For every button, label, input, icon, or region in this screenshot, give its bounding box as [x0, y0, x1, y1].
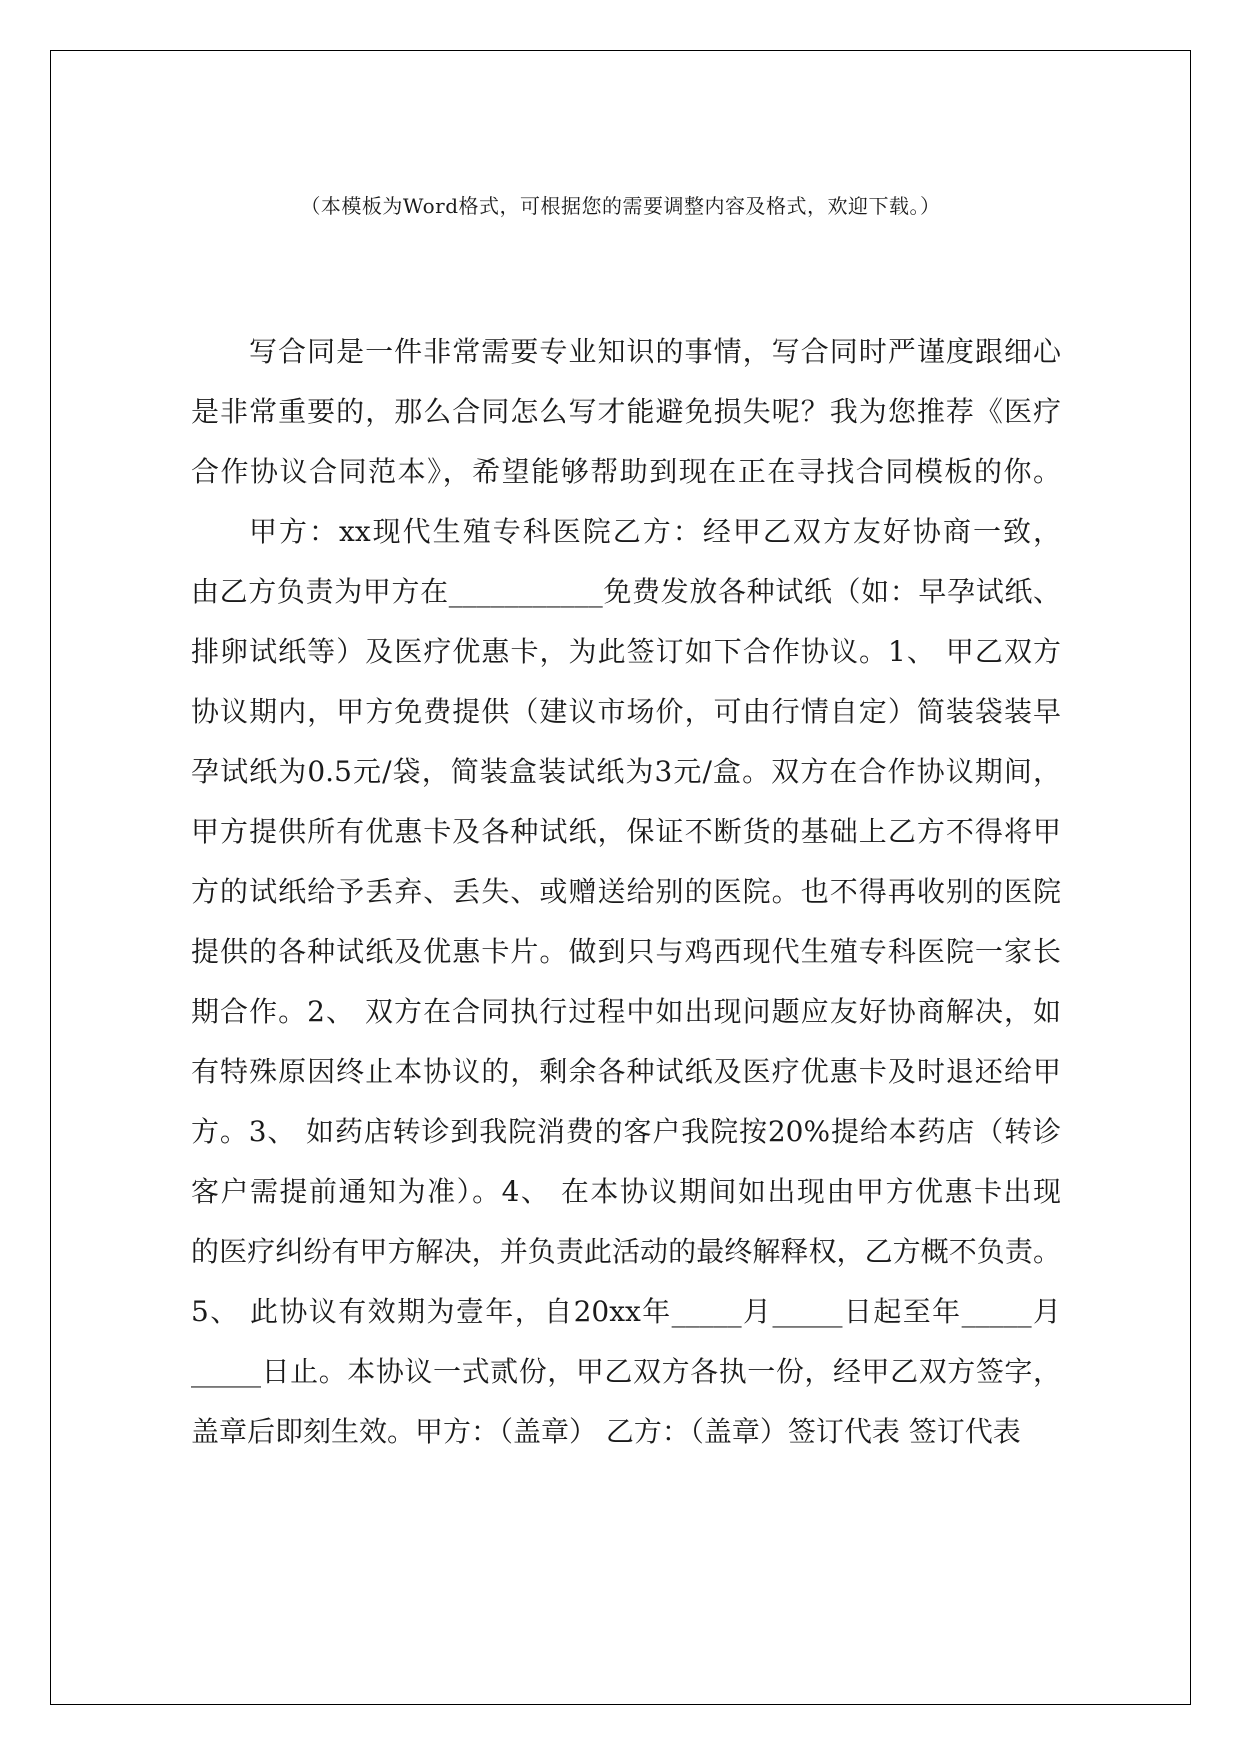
paragraph-line: 5、 此协议有效期为壹年，自20xx年_____月_____日起至年_____月: [191, 1295, 1061, 1328]
paragraph-line: 有特殊原因终止本协议的，剩余各种试纸及医疗优惠卡及时退还给甲: [191, 1055, 1061, 1088]
paragraph-line: 甲方：xx现代生殖专科医院乙方：经甲乙双方友好协商一致，: [249, 515, 1061, 548]
paragraph-line: 排卵试纸等）及医疗优惠卡，为此签订如下合作协议。1、 甲乙双方: [191, 635, 1061, 668]
template-notice: （本模板为Word格式，可根据您的需要调整内容及格式，欢迎下载。）: [300, 194, 941, 218]
paragraph-line: 的医疗纠纷有甲方解决，并负责此活动的最终解释权，乙方概不负责。: [191, 1235, 1061, 1268]
paragraph-line: 提供的各种试纸及优惠卡片。做到只与鸡西现代生殖专科医院一家长: [191, 935, 1061, 968]
paragraph-line: 方的试纸给予丢弃、丢失、或赠送给别的医院。也不得再收别的医院: [191, 875, 1061, 908]
paragraph-line: _____日止。本协议一式贰份，甲乙双方各执一份，经甲乙双方签字，: [191, 1355, 1061, 1388]
paragraph-line: 甲方提供所有优惠卡及各种试纸，保证不断货的基础上乙方不得将甲: [191, 815, 1061, 848]
paragraph-line: 孕试纸为0.5元/袋，简装盒装试纸为3元/盒。双方在合作协议期间，: [191, 755, 1061, 788]
paragraph-line: 合作协议合同范本》，希望能够帮助到现在正在寻找合同模板的你。: [191, 455, 1061, 488]
paragraph-line: 由乙方负责为甲方在___________免费发放各种试纸（如：早孕试纸、: [191, 575, 1061, 608]
paragraph-line: 方。3、 如药店转诊到我院消费的客户我院按20%提给本药店（转诊: [191, 1115, 1061, 1148]
paragraph-line: 客户需提前通知为准）。4、 在本协议期间如出现由甲方优惠卡出现: [191, 1175, 1061, 1208]
paragraph-line: 协议期内，甲方免费提供（建议市场价，可由行情自定）简装袋装早: [191, 695, 1061, 728]
paragraph-line: 期合作。2、 双方在合同执行过程中如出现问题应友好协商解决，如: [191, 995, 1061, 1028]
paragraph-line: 盖章后即刻生效。甲方：（盖章） 乙方：（盖章）签订代表 签订代表: [191, 1415, 1021, 1448]
paragraph-line: 写合同是一件非常需要专业知识的事情，写合同时严谨度跟细心: [249, 335, 1061, 368]
paragraph-line: 是非常重要的，那么合同怎么写才能避免损失呢？我为您推荐《医疗: [191, 395, 1061, 428]
